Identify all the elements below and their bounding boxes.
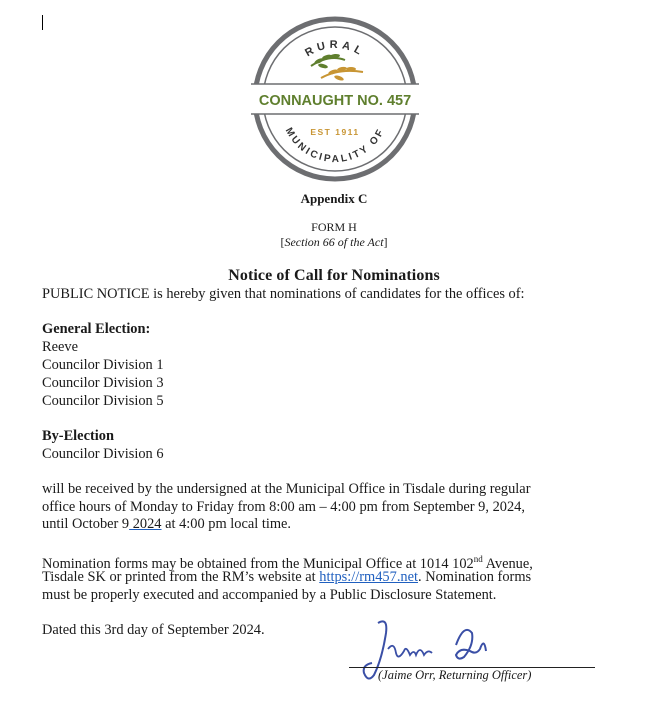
wheat-icon — [311, 54, 363, 82]
forms-line: Tisdale SK or printed from the RM’s website at https://rm457.net. Nomination forms — [42, 569, 532, 585]
office-item: Reeve — [42, 339, 78, 355]
deadline-line: until October 9 2024 at 4:00 pm local time. — [42, 516, 292, 532]
logo-established: EST 1911 — [310, 127, 360, 137]
form-label: FORM H — [311, 220, 357, 234]
general-election-heading: General Election: — [42, 321, 151, 337]
notice-title: Notice of Call for Nominations — [228, 267, 440, 284]
signature-caption: (Jaime Orr, Returning Officer) — [378, 668, 532, 682]
intro-text: PUBLIC NOTICE is hereby given that nominations of candidates for the offices of: — [42, 286, 525, 302]
received-line: will be received by the undersigned at the Municipal Office in Tisdale during regular — [42, 481, 531, 497]
received-line: office hours of Monday to Friday from 8:00 am – 4:00 pm from September 9, 2024, — [42, 499, 525, 515]
logo-name: CONNAUGHT NO. 457 — [258, 93, 412, 109]
website-link[interactable]: https://rm457.net — [319, 569, 418, 585]
office-item: Councilor Division 6 — [42, 446, 164, 462]
office-item: Councilor Division 3 — [42, 375, 164, 391]
by-election-heading: By-Election — [42, 428, 114, 444]
office-item: Councilor Division 5 — [42, 393, 164, 409]
text-cursor — [42, 15, 43, 30]
dated-line: Dated this 3rd day of September 2024. — [42, 622, 265, 638]
section-reference: [Section 66 of the Act] — [280, 235, 388, 249]
office-item: Councilor Division 1 — [42, 357, 164, 373]
forms-line: must be properly executed and accompanied by a Public Disclosure Statement. — [42, 587, 497, 603]
logo-top-text: RURAL — [303, 38, 367, 60]
municipality-logo — [249, 16, 421, 182]
logo-bottom-text: MUNICIPALITY OF — [282, 126, 388, 166]
appendix-heading: Appendix C — [300, 191, 368, 206]
forms-line: Nomination forms may be obtained from the Municipal Office at 1014 102nd Avenue, — [42, 554, 533, 572]
